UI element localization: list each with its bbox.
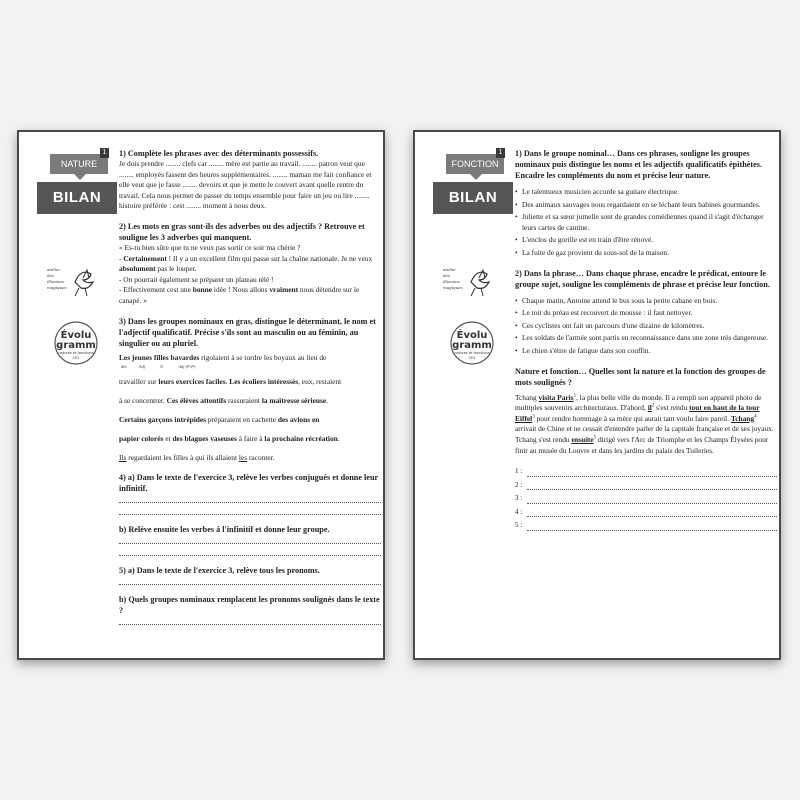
- list-item: • La fuite de gaz provient du sous-sol de la maison.: [515, 248, 777, 259]
- exercise-text: Je dois prendre ........ clefs car ........ mère est partie au travail. ........ patron veut que ........ employés fassent des heures supplémentaires. ........ maman me fait confiance et elle veut que je fasse ........ devoirs et que je mette le couvert avant quelle rentre du travail. Cela nous permet de passer du temps ensemble pour faire un jeu ou lire ........ histoire préférée : cest ........ moment à nous deux.: [119, 159, 372, 211]
- sentence-line: à se concentrer. Ces élèves attentifs rassuraient la maîtresse sérieuse.: [119, 395, 329, 405]
- sentence-line: travailler sur leurs exercices faciles. Les écoliers intéressés, eux, restaient: [119, 376, 342, 386]
- right-content: [515, 148, 777, 540]
- svg-text:CE2: CE2: [468, 356, 476, 360]
- answer-row[interactable]: 2 :: [515, 480, 777, 491]
- exercise-title: 5) a) Dans le texte de l'exercice 3, relève tous les pronoms.: [119, 565, 320, 575]
- exercise-title: Nature et fonction… Quelles sont la nature et la fonction des groupes de mots soulignés ?: [515, 366, 766, 387]
- answer-line[interactable]: [119, 494, 381, 503]
- dialog-line: - On pourrait également se préparer un plateau télé !: [119, 274, 274, 284]
- svg-text:natures et fonctions: natures et fonctions: [58, 351, 94, 355]
- answer-row[interactable]: 4 :: [515, 507, 777, 518]
- svg-text:des: des: [47, 273, 54, 278]
- paragraph: Tchang visita Paris$^1$, la plus belle ville du monde. Il a rempli son appareil photo de multiples souvenirs architecturaux. D'abord, $il^2$ s'est rendu tout en haut de la tour Eiffel$^3$ pour rendre hommage à sa mère qui aurait tant voulu faire pareil. Tchang$^4$ arrivait de Chine et ne cessait d'entendre parler de la capitale française et de ses joyaux. Tchang s'est rendu ensuite$^5$ dirigé vers l'Arc de Triomphe et les Champs Élysées pour finir au musée du Louvre et dans les jardins du palais des Tuileries.: [515, 392, 774, 455]
- exercise-title: 1) Dans le groupe nominal… Dans ces phrases, souligne les groupes nominaux puis distingue les noms et les adjectifs qualificatifs épithètes. Encadre les compléments du nom et précise leur nature.: [515, 149, 763, 180]
- sentence-line: Ils regardaient les filles à qui ils allaient les raconter.: [119, 452, 275, 462]
- answer-line[interactable]: [119, 506, 381, 515]
- exercise-3: [515, 366, 777, 532]
- answer-line[interactable]: [119, 535, 381, 544]
- list-item: • Juliette et sa sœur jumelle sont de grandes comédiennes quand il s'agit d'échanger leurs cartes de cantine.: [515, 212, 777, 233]
- list-item: • Le toit du préau est recouvert de mousse : il faut nettoyer.: [515, 308, 777, 319]
- exercise-4b: [119, 524, 381, 556]
- exercise-title: 2) Les mots en gras sont-ils des adverbes ou des adjectifs ? Retrouve et souligne les 3 adverbes qui manquent.: [119, 221, 365, 242]
- answer-line[interactable]: [119, 616, 381, 625]
- exercise-5a: [119, 565, 381, 585]
- list-item: • Chaque matin, Antoine attend le bus sous la petite cabane en bois.: [515, 296, 777, 307]
- svg-text:magiques: magiques: [47, 285, 67, 290]
- exercise-2: [515, 268, 777, 357]
- nature-tag: [50, 149, 108, 174]
- svg-text:gramm: gramm: [56, 340, 96, 351]
- bilan-title: BILAN: [433, 182, 513, 214]
- svg-text:illusions: illusions: [47, 279, 64, 284]
- svg-text:atelier: atelier: [443, 267, 457, 272]
- svg-text:Évolu: Évolu: [60, 330, 92, 341]
- exercise-5b: [119, 594, 381, 625]
- answer-line[interactable]: [119, 547, 381, 556]
- sentence-line: Les jeunes filles bavardes rigolaient à se tordre les boyaux au lieu de: [119, 352, 327, 362]
- exercise-1: [119, 148, 381, 212]
- exercise-1: [515, 148, 777, 259]
- tag-number: 1: [100, 148, 109, 158]
- sentence-line: papier colorés et des blagues vaseuses à faire à la prochaine récréation.: [119, 433, 340, 443]
- evolugramm-logo: [41, 320, 111, 366]
- list-item: • Le chien s'étire de fatigue dans son couffin.: [515, 346, 777, 357]
- left-content: [119, 148, 381, 634]
- tag-number: 1: [496, 148, 505, 158]
- dialog-line: - Certainement ! Il y a un excellent film qui passe sur la chaîne nationale. Je ne veux absolument pas le louper.: [119, 253, 373, 274]
- bilan-title: BILAN: [37, 182, 117, 214]
- worksheet-fonction: [413, 130, 781, 660]
- exercise-4a: [119, 472, 381, 515]
- answer-row[interactable]: 1 :: [515, 466, 777, 477]
- exercise-3: [119, 316, 381, 463]
- svg-text:natures et fonctions: natures et fonctions: [454, 351, 490, 355]
- sentence-list: [515, 296, 777, 357]
- list-item: • Ces cyclistes ont fait un parcours d'une dizaine de kilomètres.: [515, 321, 777, 332]
- bilan-badge: [433, 149, 519, 214]
- svg-text:CE2: CE2: [72, 356, 80, 360]
- list-item: • Des animaux sauvages nous regardaient en se léchant leurs babines gourmandes.: [515, 200, 777, 211]
- answer-line[interactable]: [119, 576, 381, 585]
- atelier-logo: [45, 262, 109, 298]
- list-item: • L'enclos du gorille est en train d'être rénové.: [515, 235, 777, 246]
- sentence-line: Certains garçons intrépides préparaient en cachette des avions en: [119, 414, 320, 424]
- exercise-title: 4) a) Dans le texte de l'exercice 3, relève les verbes conjugués et donne leur infinitif.: [119, 472, 378, 493]
- evolugramm-logo: [437, 320, 507, 366]
- exercise-title: 3) Dans les groupes nominaux en gras, distingue le déterminant, le nom et l'adjectif qualificatif. Précise s'ils sont au masculin ou au féminin, au singulier ou au pluriel.: [119, 316, 376, 348]
- sentence-list: [515, 187, 777, 259]
- exercise-title: b) Quels groupes nominaux remplacent les pronoms soulignés dans le texte ?: [119, 594, 380, 615]
- tag-label: NATURE: [60, 159, 98, 169]
- exercise-title: 1) Complète les phrases avec des déterminants possessifs.: [119, 149, 319, 158]
- svg-text:atelier: atelier: [47, 267, 61, 272]
- annotation-line: dét. Adj N Adj (F/P): [121, 363, 196, 369]
- answer-row[interactable]: 5 :: [515, 520, 777, 531]
- svg-text:des: des: [443, 273, 450, 278]
- svg-text:illusions: illusions: [443, 279, 460, 284]
- dialog-line: « Es-tu bien sûre que tu ne veux pas sortir ce soir ma chérie ?: [119, 242, 301, 252]
- worksheet-nature: [17, 130, 385, 660]
- answer-row[interactable]: 3 :: [515, 493, 777, 504]
- answer-lines: [515, 466, 777, 531]
- svg-text:magiques: magiques: [443, 285, 463, 290]
- atelier-logo: [441, 262, 505, 298]
- tag-label: FONCTION: [451, 159, 499, 169]
- exercise-title: b) Relève ensuite les verbes à l'infinitif et donne leur groupe.: [119, 524, 330, 534]
- fonction-tag: [446, 149, 504, 174]
- dialog-line: - Effectivement cest une bonne idée ! Nous allons vraiment nous détendre sur le canapé. »: [119, 285, 360, 305]
- svg-text:Évolu: Évolu: [456, 330, 488, 341]
- bilan-badge: [37, 149, 123, 214]
- svg-text:gramm: gramm: [452, 340, 492, 351]
- exercise-2: [119, 221, 381, 307]
- exercise-title: 2) Dans la phrase… Dans chaque phrase, encadre le prédicat, entoure le groupe sujet, souligne les compléments de phrase et précise leur fonction.: [515, 268, 770, 289]
- list-item: • Les soldats de l'armée sont partis en reconnaissance dans une zone très dangereuse.: [515, 333, 777, 344]
- list-item: • Le talentueux musicien accorde sa guitare électrique.: [515, 187, 777, 198]
